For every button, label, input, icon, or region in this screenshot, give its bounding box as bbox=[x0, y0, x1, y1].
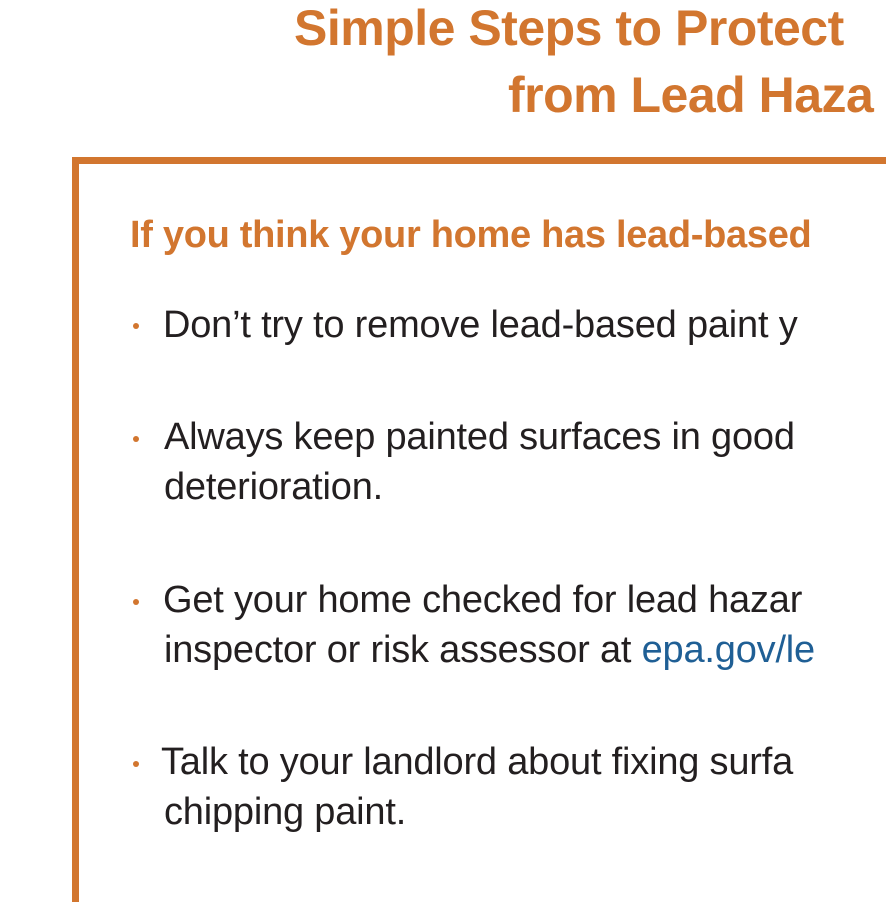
bullet-icon bbox=[133, 761, 139, 767]
list-item-2-line-2: deterioration. bbox=[164, 466, 384, 508]
bullet-icon bbox=[133, 323, 139, 329]
list-item-3-line-2-text: inspector or risk assessor at bbox=[164, 629, 642, 671]
title-line-1: Simple Steps to Protect bbox=[294, 0, 844, 56]
list-item-1-line-1: Don’t try to remove lead-based paint y bbox=[163, 304, 798, 346]
list-item-3-line-2 bbox=[164, 625, 815, 675]
title-line-2: from Lead Haza bbox=[508, 67, 874, 123]
page-title bbox=[0, 0, 886, 130]
bullet-icon bbox=[133, 599, 139, 605]
bullet-icon bbox=[133, 436, 139, 442]
epa-link[interactable]: epa.gov/le bbox=[641, 629, 815, 671]
list-item-2-line-1: Always keep painted surfaces in good bbox=[164, 416, 795, 458]
list-item-4-line-1: Talk to your landlord about fixing surfa bbox=[161, 741, 794, 783]
list-item-4-line-2: chipping paint. bbox=[164, 791, 407, 833]
list-item-3-line-1: Get your home checked for lead hazar bbox=[163, 579, 803, 621]
section-heading: If you think your home has lead-based bbox=[130, 214, 812, 256]
